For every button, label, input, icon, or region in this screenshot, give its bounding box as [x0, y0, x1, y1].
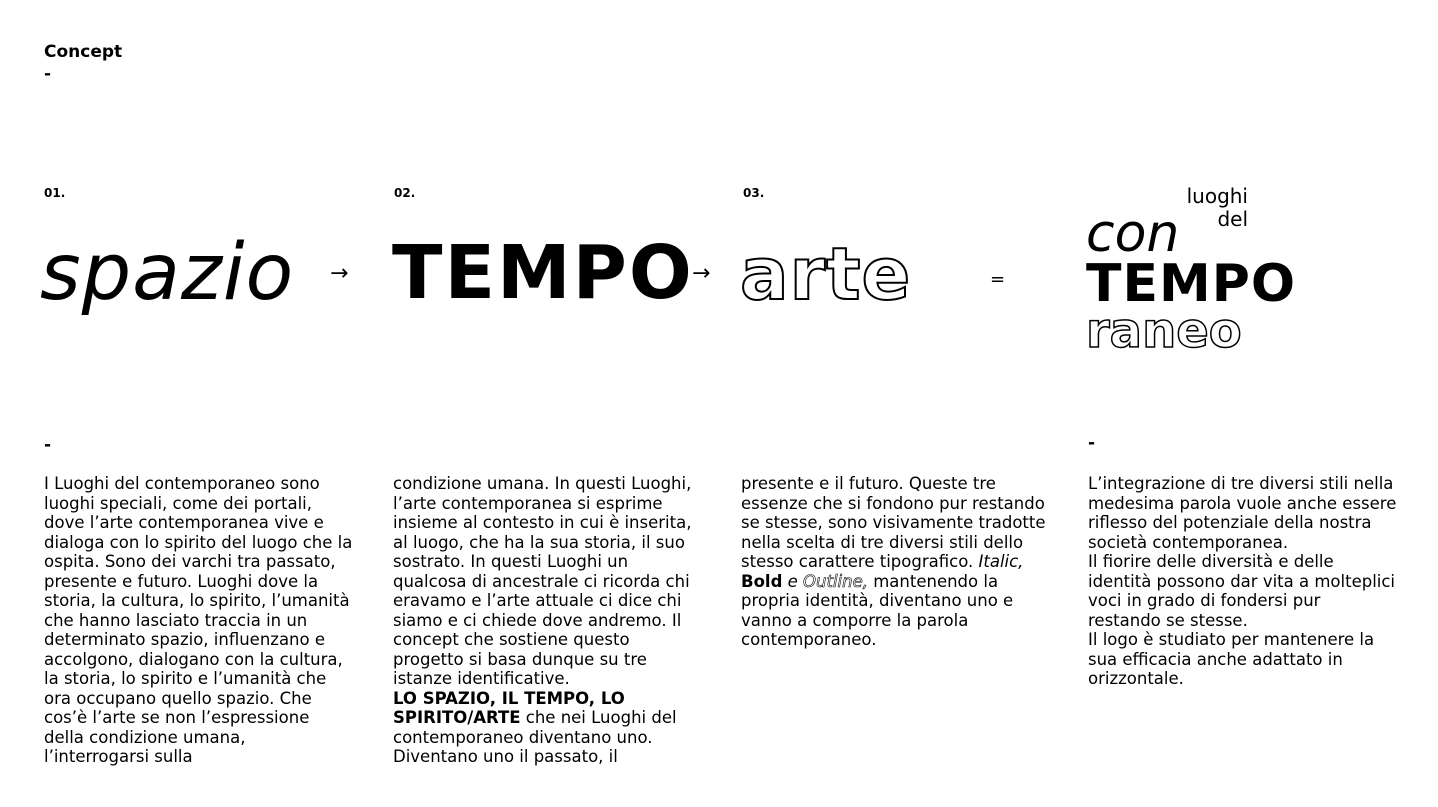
title-dash: -: [44, 64, 52, 84]
text: che nei Luoghi del contemporaneo diventano uno. Diventano uno il passato, il: [393, 708, 677, 766]
section-dash: -: [1088, 433, 1096, 453]
bold-text: Bold: [741, 571, 783, 591]
outline-text: Outline,: [803, 571, 868, 591]
logo-luoghi: luoghi: [1186, 184, 1248, 208]
page-title: Concept: [44, 42, 123, 62]
logo-raneo: raneo: [1086, 303, 1242, 359]
arrow-icon: →: [330, 261, 349, 286]
text: e: [782, 571, 804, 591]
text: presente e il futuro. Queste tre essenze che si fondono pur restando se stesse, sono visivamente tradotte nella scelta di tre diversi stili dello stesso carattere tipografico.: [741, 474, 1046, 571]
text: condizione umana. In questi Luoghi, l’arte contemporanea si esprime insieme al contesto in cui è inserita, al luogo, che ha la sua storia, il suo sostrato. In questi Luoghi un qualcosa di ancestrale ci ricorda chi eravamo e l’arte attuale ci dice chi siamo e ci chiede dove andremo. Il concept che sostiene questo progetto si basa dunque su tre istanze identificative.: [393, 474, 692, 688]
equals-sign: =: [990, 269, 1006, 290]
bold-text: LO SPAZIO, IL TEMPO, LO SPIRITO/ARTE: [393, 688, 625, 727]
text-column-1: [44, 474, 354, 767]
text-column-3: [741, 474, 1061, 650]
paragraph: L’integrazione di tre diversi stili nella medesima parola vuole anche essere riflesso del potenziale della nostra società contemporanea.: [1088, 474, 1397, 552]
logo-del: del: [1217, 207, 1248, 231]
word-spazio: spazio: [40, 228, 295, 318]
paragraph: [393, 474, 703, 767]
word-tempo: TEMPO: [392, 230, 694, 316]
step-number-3: 03.: [743, 186, 765, 200]
logo-con: con: [1086, 204, 1180, 264]
logo-tempo: TEMPO: [1086, 254, 1297, 314]
word-arte: arte: [740, 232, 912, 316]
step-number-2: 02.: [394, 186, 416, 200]
text-column-4: [1088, 474, 1398, 689]
paragraph: I Luoghi del contemporaneo sono luoghi speciali, come dei portali, dove l’arte contemporanea vive e dialoga con lo spirito del luogo che la ospita. Sono dei varchi tra passato, presente e futuro. Luoghi dove la storia, la cultura, lo spirito, l’umanità che hanno lasciato traccia in un determinato spazio, influenzano e accolgono, dialogano con la cultura, la storia, lo spirito e l’umanità che ora occupano quello spazio. Che cos’è l’arte se non l’espressione della condizione umana, l’interrogarsi sulla: [44, 474, 353, 766]
text-column-2: [393, 474, 703, 767]
paragraph: Il fiorire delle diversità e delle identità possono dar vita a molteplici voci in grado di fondersi pur restando se stesse.: [1088, 552, 1396, 630]
section-dash: -: [44, 435, 52, 455]
paragraph: [741, 474, 1061, 650]
paragraph: Il logo è studiato per mantenere la sua efficacia anche adattato in orizzontale.: [1088, 630, 1375, 688]
step-number-1: 01.: [44, 186, 66, 200]
text: mantenendo la propria identità, diventano uno e vanno a comporre la parola contemporaneo.: [741, 571, 1014, 649]
italic-text: Italic,: [978, 552, 1024, 571]
arrow-icon: →: [692, 261, 711, 286]
